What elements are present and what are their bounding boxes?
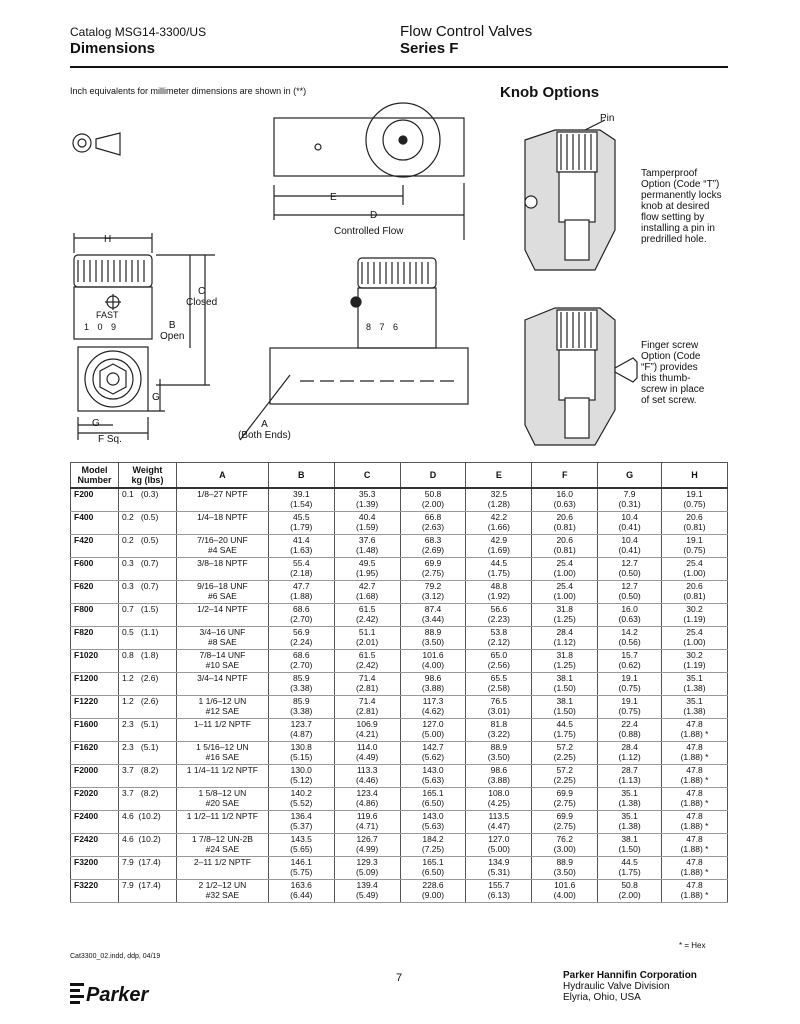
table-body [71, 488, 728, 903]
label-dial-left: 1 0 9 [84, 322, 120, 332]
weight-cell: 0.3 (0.7) [118, 558, 176, 581]
cone-symbol [96, 133, 120, 155]
dimension-cell: 44.5 (1.75) [598, 857, 662, 880]
dimension-cell: 47.8 (1.88) * [662, 765, 728, 788]
dimension-cell: 69.9 (2.75) [400, 558, 466, 581]
table-row [71, 604, 728, 627]
column-header: D [400, 463, 466, 489]
dimension-cell: 25.4 (1.00) [662, 627, 728, 650]
table-row [71, 673, 728, 696]
dimension-cell: 45.5 (1.79) [268, 512, 334, 535]
dimension-cell: 41.4 (1.63) [268, 535, 334, 558]
dimension-cell: 88.9 (3.50) [532, 857, 598, 880]
dimension-cell: 143.0 (5.63) [400, 765, 466, 788]
catalog-number: Catalog MSG14-3300/US [70, 25, 207, 39]
label-controlled-flow: Controlled Flow [334, 226, 404, 237]
model-cell: F3200 [71, 857, 119, 880]
dimension-cell: 66.8 (2.63) [400, 512, 466, 535]
port-symbol-circle [73, 134, 91, 152]
model-cell: F200 [71, 488, 119, 512]
dimension-cell: 71.4 (2.81) [334, 696, 400, 719]
dimension-cell: 88.9 (3.50) [466, 742, 532, 765]
dimensions-table [70, 462, 728, 903]
finger-screw-description: Finger screw Option (Code “F”) provides this thumb- screw in place of set screw. [641, 340, 705, 406]
dimension-cell: 1 1/4–11 1/2 NPTF [176, 765, 268, 788]
weight-cell: 2.3 (5.1) [118, 742, 176, 765]
dimension-cell: 32.5 (1.28) [466, 488, 532, 512]
dimension-cell: 22.4 (0.88) [598, 719, 662, 742]
label-d: D [370, 210, 378, 221]
division-name: Hydraulic Valve Division [563, 981, 670, 992]
dimension-cell: 68.3 (2.69) [400, 535, 466, 558]
model-cell: F1020 [71, 650, 119, 673]
dimension-cell: 98.6 (3.88) [466, 765, 532, 788]
dimension-cell: 88.9 (3.50) [400, 627, 466, 650]
dimension-cell: 127.0 (5.00) [400, 719, 466, 742]
dimension-cell: 56.6 (2.23) [466, 604, 532, 627]
table-row [71, 558, 728, 581]
dimension-cell: 76.5 (3.01) [466, 696, 532, 719]
weight-cell: 0.2 (0.5) [118, 535, 176, 558]
dimension-cell: 37.6 (1.48) [334, 535, 400, 558]
table-row [71, 535, 728, 558]
dimension-cell: 1 7/8–12 UN-2B #24 SAE [176, 834, 268, 857]
dimension-cell: 165.1 (6.50) [400, 788, 466, 811]
file-info: Cat3300_02.indd, ddp, 04/19 [70, 953, 161, 960]
column-header: F [532, 463, 598, 489]
svg-text:Parker: Parker [86, 984, 149, 1006]
dimension-cell: 25.4 (1.00) [532, 581, 598, 604]
dimension-cell: 123.7 (4.87) [268, 719, 334, 742]
dimension-cell: 47.8 (1.88) * [662, 811, 728, 834]
table-row [71, 627, 728, 650]
dimension-cell: 51.1 (2.01) [334, 627, 400, 650]
dimension-cell: 49.5 (1.95) [334, 558, 400, 581]
dimension-cell: 10.4 (0.41) [598, 535, 662, 558]
label-fast: FAST [96, 310, 119, 320]
table-row [71, 834, 728, 857]
dimension-cell: 81.8 (3.22) [466, 719, 532, 742]
dimension-cell: 3/8–18 NPTF [176, 558, 268, 581]
dimension-cell: 129.3 (5.09) [334, 857, 400, 880]
dimension-cell: 19.1 (0.75) [662, 535, 728, 558]
dimension-cell: 28.4 (1.12) [598, 742, 662, 765]
dimension-cell: 47.8 (1.88) * [662, 742, 728, 765]
center-body [270, 348, 468, 404]
end-view-body [78, 347, 148, 411]
dimension-cell: 55.4 (2.18) [268, 558, 334, 581]
dimension-cell: 101.6 (4.00) [532, 880, 598, 903]
dimension-cell: 1/8–27 NPTF [176, 488, 268, 512]
dimension-cell: 50.8 (2.00) [400, 488, 466, 512]
dimension-cell: 30.2 (1.19) [662, 650, 728, 673]
dimension-cell: 47.8 (1.88) * [662, 788, 728, 811]
dimension-cell: 68.6 (2.70) [268, 604, 334, 627]
dimension-cell: 65.0 (2.56) [466, 650, 532, 673]
dimension-cell: 101.6 (4.00) [400, 650, 466, 673]
dimension-cell: 38.1 (1.50) [598, 834, 662, 857]
dimension-cell: 2–11 1/2 NPTF [176, 857, 268, 880]
dimension-cell: 31.8 (1.25) [532, 604, 598, 627]
label-a-both-ends: A (Both Ends) [238, 419, 291, 441]
table-row [71, 512, 728, 535]
weight-cell: 0.3 (0.7) [118, 581, 176, 604]
dimension-cell: 16.0 (0.63) [532, 488, 598, 512]
weight-cell: 1.2 (2.6) [118, 696, 176, 719]
dimension-cell: 42.2 (1.66) [466, 512, 532, 535]
dimension-cell: 40.4 (1.59) [334, 512, 400, 535]
dimension-cell: 35.1 (1.38) [598, 788, 662, 811]
dimension-cell: 114.0 (4.49) [334, 742, 400, 765]
weight-cell: 0.2 (0.5) [118, 512, 176, 535]
model-cell: F620 [71, 581, 119, 604]
dimension-cell: 47.8 (1.88) * [662, 719, 728, 742]
dimension-cell: 130.8 (5.15) [268, 742, 334, 765]
dimension-cell: 71.4 (2.81) [334, 673, 400, 696]
column-header: C [334, 463, 400, 489]
label-g-bottom: G [92, 418, 100, 429]
label-dial-right: 8 7 6 [366, 322, 402, 332]
table-row [71, 811, 728, 834]
model-cell: F2000 [71, 765, 119, 788]
dimension-cell: 79.2 (3.12) [400, 581, 466, 604]
dimension-cell: 7/8–14 UNF #10 SAE [176, 650, 268, 673]
table-header-row [71, 463, 728, 489]
dimension-cell: 1/4–18 NPTF [176, 512, 268, 535]
dimension-cell: 57.2 (2.25) [532, 742, 598, 765]
product-title: Flow Control Valves [400, 23, 533, 40]
dimension-cell: 143.0 (5.63) [400, 811, 466, 834]
company-location: Elyria, Ohio, USA [563, 992, 641, 1003]
dimension-cell: 165.1 (6.50) [400, 857, 466, 880]
dimension-cell: 85.9 (3.38) [268, 673, 334, 696]
company-name: Parker Hannifin Corporation [563, 970, 697, 981]
weight-cell: 7.9 (17.4) [118, 880, 176, 903]
dimension-cell: 76.2 (3.00) [532, 834, 598, 857]
weight-cell: 3.7 (8.2) [118, 765, 176, 788]
dimension-cell: 136.4 (5.37) [268, 811, 334, 834]
dimension-cell: 10.4 (0.41) [598, 512, 662, 535]
table-row [71, 857, 728, 880]
dimension-cell: 47.8 (1.88) * [662, 857, 728, 880]
tamperproof-description: Tamperproof Option (Code “T”) permanently locks knob at desired flow setting by installing a pin in predrilled hole. [641, 168, 722, 245]
column-header: B [268, 463, 334, 489]
dimension-cell: 39.1 (1.54) [268, 488, 334, 512]
model-cell: F2020 [71, 788, 119, 811]
unit-note: Inch equivalents for millimeter dimensions are shown in (**) [70, 86, 307, 96]
dimension-cell: 20.6 (0.81) [532, 512, 598, 535]
parker-logo [70, 980, 160, 1006]
model-cell: F800 [71, 604, 119, 627]
dimension-cell: 47.8 (1.88) * [662, 880, 728, 903]
dimension-cell: 106.9 (4.21) [334, 719, 400, 742]
dimension-cell: 12.7 (0.50) [598, 581, 662, 604]
dimension-cell: 61.5 (2.42) [334, 604, 400, 627]
dimension-cell: 117.3 (4.62) [400, 696, 466, 719]
dimension-cell: 28.7 (1.13) [598, 765, 662, 788]
dimension-cell: 15.7 (0.62) [598, 650, 662, 673]
table-row [71, 488, 728, 512]
table-row [71, 765, 728, 788]
dimension-cell: 126.7 (4.99) [334, 834, 400, 857]
dimension-cell: 42.9 (1.69) [466, 535, 532, 558]
dimension-cell: 42.7 (1.68) [334, 581, 400, 604]
dimension-cell: 12.7 (0.50) [598, 558, 662, 581]
column-header: A [176, 463, 268, 489]
dimension-cell: 31.8 (1.25) [532, 650, 598, 673]
label-c-closed: C Closed [186, 286, 218, 308]
dimension-cell: 44.5 (1.75) [466, 558, 532, 581]
dimension-cell: 123.4 (4.86) [334, 788, 400, 811]
model-cell: F420 [71, 535, 119, 558]
dimension-cell: 19.1 (0.75) [598, 696, 662, 719]
dimension-cell: 3/4–16 UNF #8 SAE [176, 627, 268, 650]
dimension-cell: 228.6 (9.00) [400, 880, 466, 903]
dimension-cell: 130.0 (5.12) [268, 765, 334, 788]
model-cell: F2420 [71, 834, 119, 857]
dimension-cell: 142.7 (5.62) [400, 742, 466, 765]
dimension-cell: 146.1 (5.75) [268, 857, 334, 880]
dimension-cell: 1/2–14 NPTF [176, 604, 268, 627]
dimension-cell: 20.6 (0.81) [662, 581, 728, 604]
table-row [71, 788, 728, 811]
dimension-cell: 163.6 (6.44) [268, 880, 334, 903]
dimension-cell: 9/16–18 UNF #6 SAE [176, 581, 268, 604]
dimension-cell: 127.0 (5.00) [466, 834, 532, 857]
dimension-cell: 35.1 (1.38) [662, 673, 728, 696]
weight-cell: 4.6 (10.2) [118, 811, 176, 834]
dimension-cell: 184.2 (7.25) [400, 834, 466, 857]
dimension-cell: 85.9 (3.38) [268, 696, 334, 719]
center-knob [358, 258, 436, 288]
dimension-cell: 50.8 (2.00) [598, 880, 662, 903]
dimension-cell: 1 5/8–12 UN #20 SAE [176, 788, 268, 811]
dimension-cell: 44.5 (1.75) [532, 719, 598, 742]
dimension-cell: 140.2 (5.52) [268, 788, 334, 811]
label-g-side: G [152, 392, 160, 403]
weight-cell: 0.1 (0.3) [118, 488, 176, 512]
dimension-cell: 69.9 (2.75) [532, 788, 598, 811]
dimension-cell: 25.4 (1.00) [532, 558, 598, 581]
dimension-cell: 155.7 (6.13) [466, 880, 532, 903]
model-cell: F2400 [71, 811, 119, 834]
model-cell: F400 [71, 512, 119, 535]
dimension-cell: 1 1/6–12 UN #12 SAE [176, 696, 268, 719]
dimension-cell: 3/4–14 NPTF [176, 673, 268, 696]
dimension-cell: 25.4 (1.00) [662, 558, 728, 581]
dimension-cell: 35.1 (1.38) [598, 811, 662, 834]
dimension-cell: 113.5 (4.47) [466, 811, 532, 834]
label-f-sq: F Sq. [98, 434, 122, 445]
label-pin: Pin [600, 113, 615, 124]
dimension-cell: 57.2 (2.25) [532, 765, 598, 788]
knob-options-title: Knob Options [500, 84, 600, 101]
label-h: H [104, 234, 112, 245]
column-header: Weight kg (lbs) [118, 463, 176, 489]
weight-cell: 7.9 (17.4) [118, 857, 176, 880]
dimension-cell: 56.9 (2.24) [268, 627, 334, 650]
model-cell: F1600 [71, 719, 119, 742]
dimension-cell: 14.2 (0.56) [598, 627, 662, 650]
series-title: Series F [400, 40, 459, 57]
weight-cell: 4.6 (10.2) [118, 834, 176, 857]
dimension-cell: 35.1 (1.38) [662, 696, 728, 719]
model-cell: F1200 [71, 673, 119, 696]
table-row [71, 719, 728, 742]
dimension-cell: 98.6 (3.88) [400, 673, 466, 696]
model-cell: F3220 [71, 880, 119, 903]
label-e: E [330, 192, 337, 203]
weight-cell: 3.7 (8.2) [118, 788, 176, 811]
dimension-cell: 68.6 (2.70) [268, 650, 334, 673]
dimension-cell: 65.5 (2.58) [466, 673, 532, 696]
dimension-cell: 48.8 (1.92) [466, 581, 532, 604]
table-row [71, 880, 728, 903]
dimension-cell: 69.9 (2.75) [532, 811, 598, 834]
table-row [71, 650, 728, 673]
column-header: H [662, 463, 728, 489]
dimension-cell: 38.1 (1.50) [532, 673, 598, 696]
dimension-cell: 108.0 (4.25) [466, 788, 532, 811]
weight-cell: 0.5 (1.1) [118, 627, 176, 650]
dimension-cell: 113.3 (4.46) [334, 765, 400, 788]
section-title: Dimensions [70, 40, 156, 57]
dimension-cell: 53.8 (2.12) [466, 627, 532, 650]
dimension-cell: 139.4 (5.49) [334, 880, 400, 903]
side-view-knob [74, 255, 152, 287]
knob-options-drawing [515, 110, 640, 450]
model-cell: F1220 [71, 696, 119, 719]
page-number: 7 [396, 972, 403, 984]
dimension-cell: 20.6 (0.81) [662, 512, 728, 535]
dimension-cell: 20.6 (0.81) [532, 535, 598, 558]
dimension-cell: 7.9 (0.31) [598, 488, 662, 512]
dimension-cell: 16.0 (0.63) [598, 604, 662, 627]
model-cell: F1620 [71, 742, 119, 765]
dimension-cell: 28.4 (1.12) [532, 627, 598, 650]
dimension-cell: 7/16–20 UNF #4 SAE [176, 535, 268, 558]
dimension-cell: 2 1/2–12 UN #32 SAE [176, 880, 268, 903]
column-header: Model Number [71, 463, 119, 489]
dimension-cell: 47.8 (1.88) * [662, 834, 728, 857]
table-row [71, 581, 728, 604]
dimension-cell: 35.3 (1.39) [334, 488, 400, 512]
dimension-cell: 87.4 (3.44) [400, 604, 466, 627]
dimension-cell: 19.1 (0.75) [662, 488, 728, 512]
weight-cell: 1.2 (2.6) [118, 673, 176, 696]
column-header: E [466, 463, 532, 489]
dimension-cell: 38.1 (1.50) [532, 696, 598, 719]
weight-cell: 2.3 (5.1) [118, 719, 176, 742]
dimension-cell: 1 1/2–11 1/2 NPTF [176, 811, 268, 834]
dimension-cell: 119.6 (4.71) [334, 811, 400, 834]
dimension-cell: 1–11 1/2 NPTF [176, 719, 268, 742]
table-row [71, 742, 728, 765]
model-cell: F600 [71, 558, 119, 581]
header-rule [70, 66, 728, 68]
weight-cell: 0.7 (1.5) [118, 604, 176, 627]
dimension-cell: 30.2 (1.19) [662, 604, 728, 627]
dimension-cell: 1 5/16–12 UN #16 SAE [176, 742, 268, 765]
label-b-open: B Open [160, 320, 185, 342]
column-header: G [598, 463, 662, 489]
model-cell: F820 [71, 627, 119, 650]
dimension-cell: 47.7 (1.88) [268, 581, 334, 604]
dimension-cell: 134.9 (5.31) [466, 857, 532, 880]
dimension-cell: 143.5 (5.65) [268, 834, 334, 857]
weight-cell: 0.8 (1.8) [118, 650, 176, 673]
dimension-cell: 19.1 (0.75) [598, 673, 662, 696]
hex-note: * = Hex [679, 941, 706, 950]
table-row [71, 696, 728, 719]
valve-dimension-drawing [60, 95, 480, 455]
dimension-cell: 61.5 (2.42) [334, 650, 400, 673]
